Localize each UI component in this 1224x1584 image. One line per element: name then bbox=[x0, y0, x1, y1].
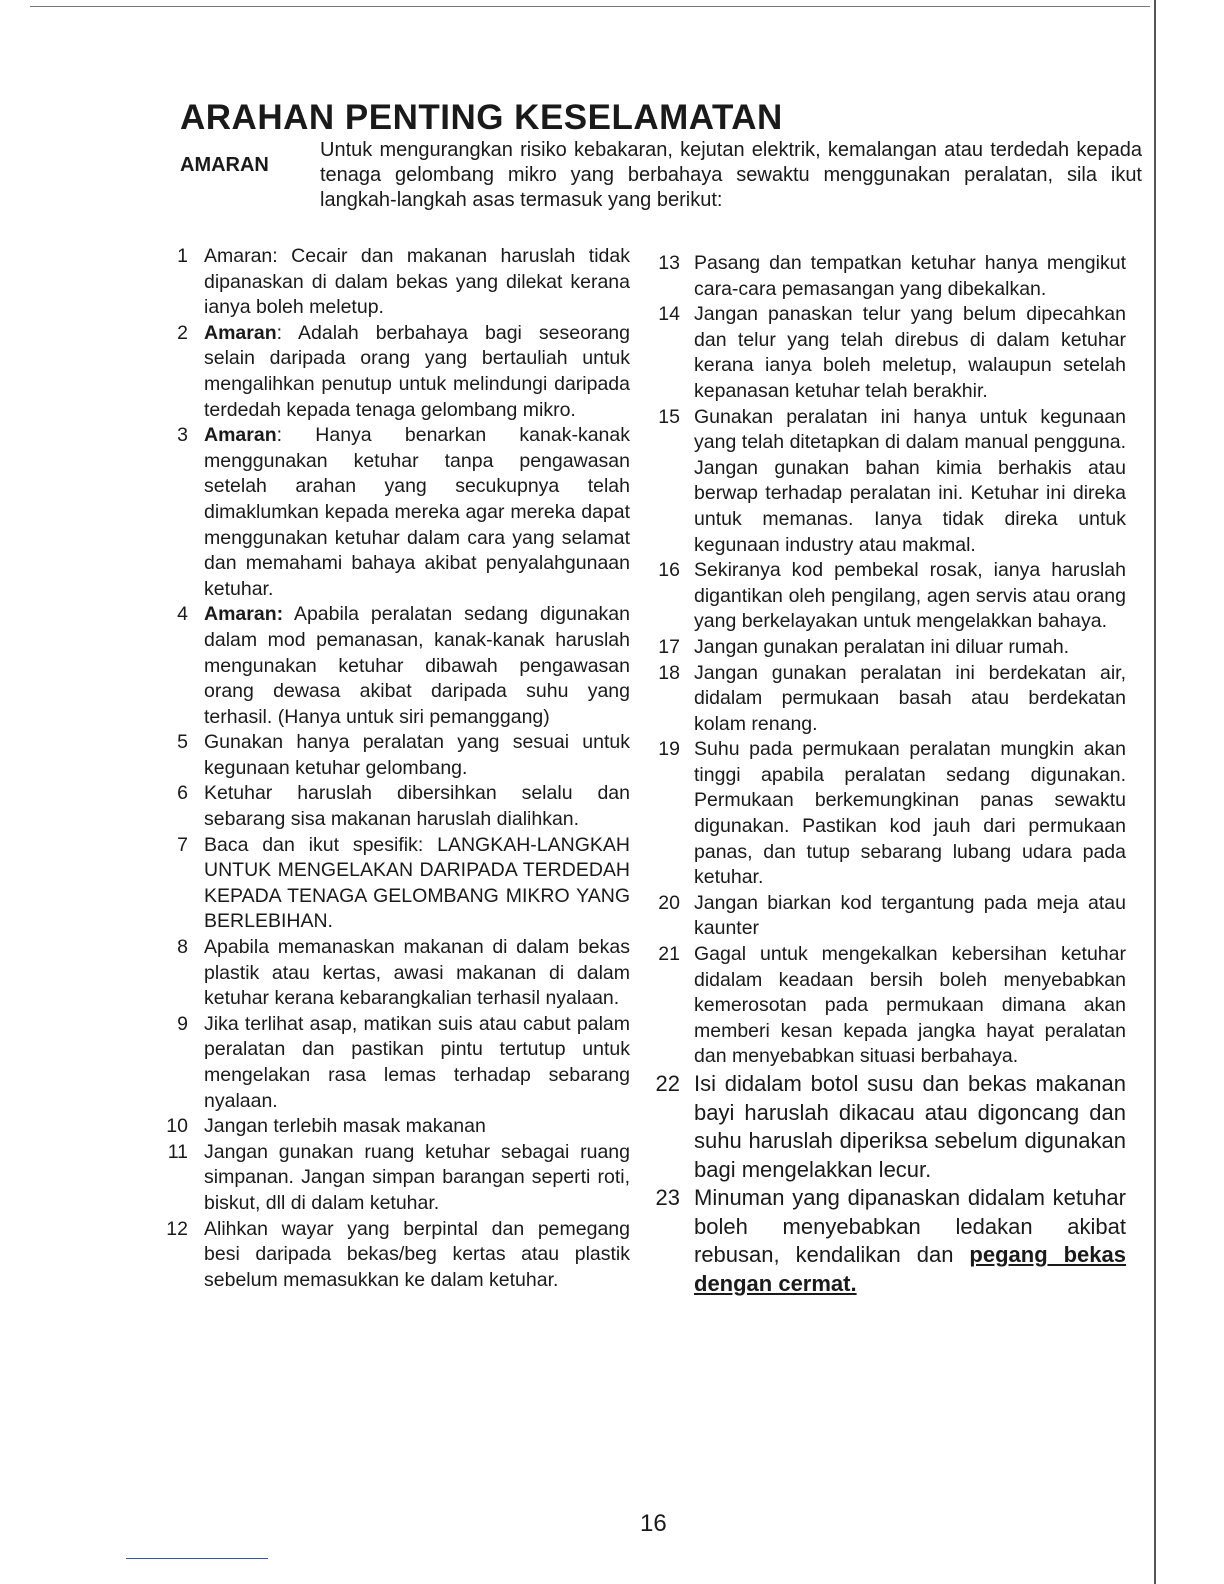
item-text bbox=[204, 423, 630, 602]
list-item bbox=[162, 602, 630, 730]
item-body: : Adalah berbahaya bagi seseorang selain daripada orang yang bertauliah untuk mengalihkan penutup untuk melindungi daripada terdedah kepada tenaga gelombang mikro. bbox=[204, 321, 630, 421]
item-text: Jangan gunakan ruang ketuhar sebagai ruang simpanan. Jangan simpan barangan seperti roti, biskut, dll di dalam ketuhar. bbox=[204, 1140, 630, 1214]
item-text: Baca dan ikut spesifik: LANGKAH-LANGKAH UNTUK MENGELAKAN DARIPADA TERDEDAH KEPADA TENAGA GELOMBANG MIKRO YANG BERLEBIHAN. bbox=[204, 833, 630, 933]
right-column bbox=[648, 251, 1126, 1298]
scan-edge-bottom bbox=[126, 1558, 268, 1559]
list-item bbox=[648, 635, 1126, 661]
item-text: Jangan gunakan peralatan ini diluar rumah. bbox=[694, 635, 1070, 658]
item-number: 1 bbox=[177, 245, 188, 267]
list-item bbox=[162, 321, 630, 423]
item-number: 10 bbox=[166, 1115, 188, 1138]
warning-label: AMARAN bbox=[180, 154, 269, 176]
item-text: Isi didalam botol susu dan bekas makanan bayi haruslah dikacau atau digoncang dan suhu haruslah diperiksa sebelum digunakan bagi mengelakkan lecur. bbox=[694, 1071, 1126, 1182]
list-item bbox=[648, 302, 1126, 404]
page-number: 16 bbox=[640, 1510, 667, 1537]
list-item bbox=[648, 891, 1126, 942]
list-item bbox=[648, 1184, 1126, 1298]
scan-edge-top bbox=[30, 6, 1150, 7]
item-text bbox=[204, 602, 630, 730]
list-item bbox=[648, 558, 1126, 635]
item-text: Amaran: Cecair dan makanan haruslah tidak dipanaskan di dalam bekas yang dilekat kerana ianya boleh meletup. bbox=[204, 245, 630, 319]
item-text: Gagal untuk mengekalkan kebersihan ketuhar didalam keadaan bersih boleh menyebabkan kemerosotan pada permukaan dimana akan memberi kesan kepada jangka hayat peralatan dan menyebabkan situasi berbahaya. bbox=[694, 943, 1126, 1068]
item-number: 12 bbox=[166, 1217, 188, 1240]
item-text: Jangan gunakan peralatan ini berdekatan air, didalam permukaan basah atau berdekatan kolam renang. bbox=[694, 661, 1126, 735]
item-text: Jika terlihat asap, matikan suis atau cabut palam peralatan dan pastikan pintu tertutup untuk mengelakan rasa lemas terhadap sebarang nyalaan. bbox=[204, 1012, 630, 1112]
item-text bbox=[694, 1184, 1126, 1298]
list-item bbox=[648, 737, 1126, 891]
list-item bbox=[648, 661, 1126, 738]
item-text: Ketuhar haruslah dibersihkan selalu dan sebarang sisa makanan haruslah dialihkan. bbox=[204, 782, 630, 831]
item-number: 23 bbox=[655, 1185, 680, 1210]
item-body: : Hanya benarkan kanak-kanak menggunakan ketuhar tanpa pengawasan setelah arahan yang secukupnya telah dimaklumkan kepada mereka agar mereka dapat menggunakan ketuhar dalam cara yang selamat dan memahami bahaya akibat penyalahgunaan ketuhar. bbox=[204, 424, 630, 600]
item-number: 5 bbox=[177, 731, 188, 754]
item-number: 3 bbox=[177, 424, 188, 447]
item-number: 16 bbox=[658, 559, 680, 582]
item-number: 14 bbox=[658, 303, 680, 326]
list-item bbox=[162, 781, 630, 832]
item-number: 2 bbox=[177, 321, 188, 344]
scan-edge-right bbox=[1154, 0, 1156, 1584]
item-number: 21 bbox=[658, 943, 680, 966]
list-item bbox=[162, 833, 630, 935]
item-lead: Amaran bbox=[204, 321, 277, 344]
item-number: 19 bbox=[658, 738, 680, 761]
item-emphasis: pegang bekas dengan cermat. bbox=[694, 1242, 1126, 1296]
item-text bbox=[204, 321, 630, 423]
intro-paragraph: Untuk mengurangkan risiko kebakaran, kejutan elektrik, kemalangan atau terdedah kepada tenaga gelombang mikro yang berbahaya sewaktu menggunakan peralatan, sila ikut langkah-langkah asas termasuk yang berikut: bbox=[320, 139, 1142, 211]
item-number: 4 bbox=[177, 603, 188, 626]
item-text: Jangan biarkan kod tergantung pada meja atau kaunter bbox=[694, 891, 1126, 940]
list-item bbox=[162, 1140, 630, 1217]
list-item bbox=[162, 935, 630, 1012]
item-text: Sekiranya kod pembekal rosak, ianya haruslah digantikan oleh pengilang, agen servis atau orang yang berkelayakan untuk mengelakkan bahaya. bbox=[694, 559, 1126, 633]
item-number: 20 bbox=[658, 891, 680, 914]
list-item bbox=[648, 251, 1126, 302]
list-item bbox=[648, 405, 1126, 559]
item-number: 18 bbox=[658, 661, 680, 684]
item-body: Minuman yang dipanaskan didalam ketuhar boleh menyebabkan ledakan akibat rebusan, kendalikan dan bbox=[694, 1185, 1126, 1267]
item-body: Apabila peralatan sedang digunakan dalam mod pemanasan, kanak-kanak haruslah mengunakan ketuhar dibawah pengawasan orang dewasa akibat daripada suhu yang terhasil. (Hanya untuk siri pemanggang) bbox=[204, 603, 630, 728]
list-item bbox=[162, 1114, 630, 1140]
item-text: Apabila memanaskan makanan di dalam bekas plastik atau kertas, awasi makanan di dalam ketuhar kerana kebarangkalian terhasil nyalaan. bbox=[204, 936, 630, 1010]
list-item bbox=[648, 942, 1126, 1070]
list-item bbox=[648, 1070, 1126, 1184]
item-text: Pasang dan tempatkan ketuhar hanya mengikut cara-cara pemasangan yang dibekalkan. bbox=[694, 252, 1126, 300]
list-item bbox=[162, 1012, 630, 1114]
item-number: 13 bbox=[658, 252, 680, 274]
item-number: 6 bbox=[177, 782, 188, 805]
list-item bbox=[162, 423, 630, 602]
item-number: 15 bbox=[658, 405, 680, 428]
left-column bbox=[162, 244, 630, 1293]
item-lead: Amaran bbox=[204, 424, 277, 447]
item-text: Jangan terlebih masak makanan bbox=[204, 1115, 486, 1138]
item-text: Suhu pada permukaan peralatan mungkin akan tinggi apabila peralatan sedang digunakan. Permukaan berkemungkinan panas sewaktu digunakan. Pastikan kod jauh dari permukaan panas, dan tutup sebarang lubang udara pada ketuhar. bbox=[694, 738, 1126, 889]
item-text: Jangan panaskan telur yang belum dipecahkan dan telur yang telah direbus di dalam ketuhar kerana ianya boleh meletup, walaupun setelah kepanasan ketuhar telah berakhir. bbox=[694, 303, 1126, 402]
item-text: Gunakan peralatan ini hanya untuk kegunaan yang telah ditetapkan di dalam manual pengguna. Jangan gunakan bahan kimia berhakis atau berwap terhadap peralatan ini. Ketuhar ini direka untuk memanas. Ianya tidak direka untuk kegunaan industry atau makmal. bbox=[694, 405, 1126, 556]
item-number: 9 bbox=[177, 1012, 188, 1035]
list-item bbox=[162, 244, 630, 321]
list-item bbox=[162, 730, 630, 781]
item-lead: Amaran: bbox=[204, 603, 284, 626]
item-number: 22 bbox=[655, 1071, 680, 1096]
item-number: 8 bbox=[177, 936, 188, 959]
item-number: 17 bbox=[658, 635, 680, 658]
page-title: ARAHAN PENTING KESELAMATAN bbox=[180, 98, 783, 137]
item-number: 11 bbox=[167, 1140, 188, 1163]
item-text: Gunakan hanya peralatan yang sesuai untuk kegunaan ketuhar gelombang. bbox=[204, 731, 630, 779]
list-item bbox=[162, 1217, 630, 1294]
item-text: Alihkan wayar yang berpintal dan pemegang besi daripada bekas/beg kertas atau plastik sebelum memasukkan ke dalam ketuhar. bbox=[204, 1217, 630, 1291]
item-number: 7 bbox=[177, 833, 188, 856]
